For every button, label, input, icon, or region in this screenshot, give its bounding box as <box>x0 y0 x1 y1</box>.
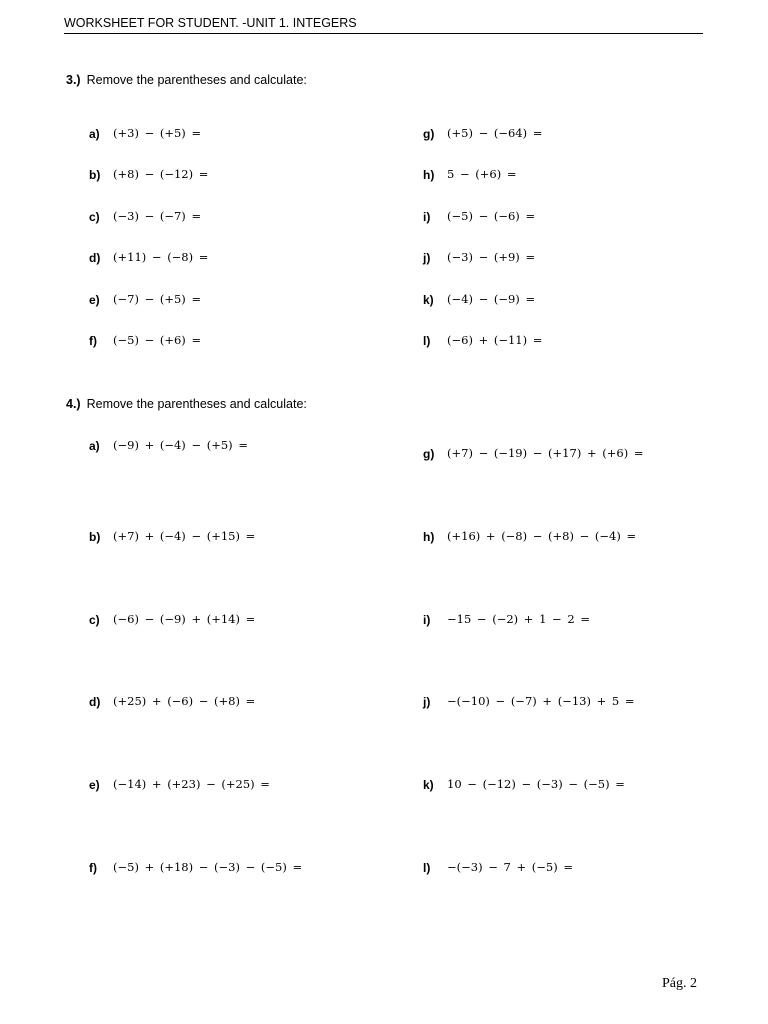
exercise-expression: (+7) − (−19) − (+17) + (+6) = <box>447 446 644 460</box>
section-instruction: Remove the parentheses and calculate: <box>86 397 307 411</box>
exercise-expression: 10 − (−12) − (−3) − (−5) = <box>447 777 625 791</box>
section-number: 4.) <box>66 397 81 411</box>
exercise-label: k) <box>423 293 434 307</box>
exercise-label: l) <box>423 861 431 875</box>
exercise-label: c) <box>89 613 100 627</box>
exercise-label: f) <box>89 334 97 348</box>
exercise-expression: (+7) + (−4) − (+15) = <box>113 529 256 543</box>
exercise-label: k) <box>423 778 434 792</box>
exercise-label: j) <box>423 695 431 709</box>
exercise-expression: (−5) − (+6) = <box>113 333 202 347</box>
page-number: Pág. 2 <box>662 976 697 991</box>
exercise-label: a) <box>89 127 100 141</box>
exercise-expression: (+25) + (−6) − (+8) = <box>113 694 256 708</box>
exercise-expression: (+11) − (−8) = <box>113 250 209 264</box>
exercise-label: h) <box>423 530 435 544</box>
exercise-label: h) <box>423 168 435 182</box>
exercise-expression: (−6) + (−11) = <box>447 333 543 347</box>
exercise-expression: (+8) − (−12) = <box>113 167 209 181</box>
exercise-expression: (+3) − (+5) = <box>113 126 202 140</box>
exercise-expression: (−6) − (−9) + (+14) = <box>113 612 256 626</box>
page-header: WORKSHEET FOR STUDENT. -UNIT 1. INTEGERS <box>64 16 703 34</box>
section-3-heading <box>66 72 307 88</box>
exercise-label: e) <box>89 293 100 307</box>
section-instruction: Remove the parentheses and calculate: <box>86 73 307 87</box>
exercise-label: d) <box>89 695 101 709</box>
exercise-label: a) <box>89 439 100 453</box>
exercise-label: l) <box>423 334 431 348</box>
section-number: 3.) <box>66 73 81 87</box>
exercise-expression: (+16) + (−8) − (+8) − (−4) = <box>447 529 637 543</box>
exercise-label: i) <box>423 210 431 224</box>
exercise-label: b) <box>89 530 101 544</box>
exercise-label: j) <box>423 251 431 265</box>
exercise-expression: (+5) − (−64) = <box>447 126 543 140</box>
exercise-expression: (−7) − (+5) = <box>113 292 202 306</box>
exercise-label: e) <box>89 778 100 792</box>
exercise-label: g) <box>423 127 435 141</box>
exercise-expression: (−9) + (−4) − (+5) = <box>113 438 248 452</box>
exercise-expression: (−3) − (−7) = <box>113 209 202 223</box>
exercise-label: b) <box>89 168 101 182</box>
exercise-expression: (−14) + (+23) − (+25) = <box>113 777 270 791</box>
exercise-label: c) <box>89 210 100 224</box>
exercise-expression: (−5) + (+18) − (−3) − (−5) = <box>113 860 303 874</box>
exercise-expression: −(−10) − (−7) + (−13) + 5 = <box>447 694 635 708</box>
exercise-expression: −15 − (−2) + 1 − 2 = <box>447 612 590 626</box>
exercise-label: g) <box>423 447 435 461</box>
exercise-label: i) <box>423 613 431 627</box>
exercise-expression: −(−3) − 7 + (−5) = <box>447 860 573 874</box>
exercise-expression: (−3) − (+9) = <box>447 250 536 264</box>
exercise-expression: (−4) − (−9) = <box>447 292 536 306</box>
exercise-expression: (−5) − (−6) = <box>447 209 536 223</box>
exercise-expression: 5 − (+6) = <box>447 167 517 181</box>
exercise-label: d) <box>89 251 101 265</box>
section-4-heading <box>66 396 307 412</box>
exercise-label: f) <box>89 861 97 875</box>
